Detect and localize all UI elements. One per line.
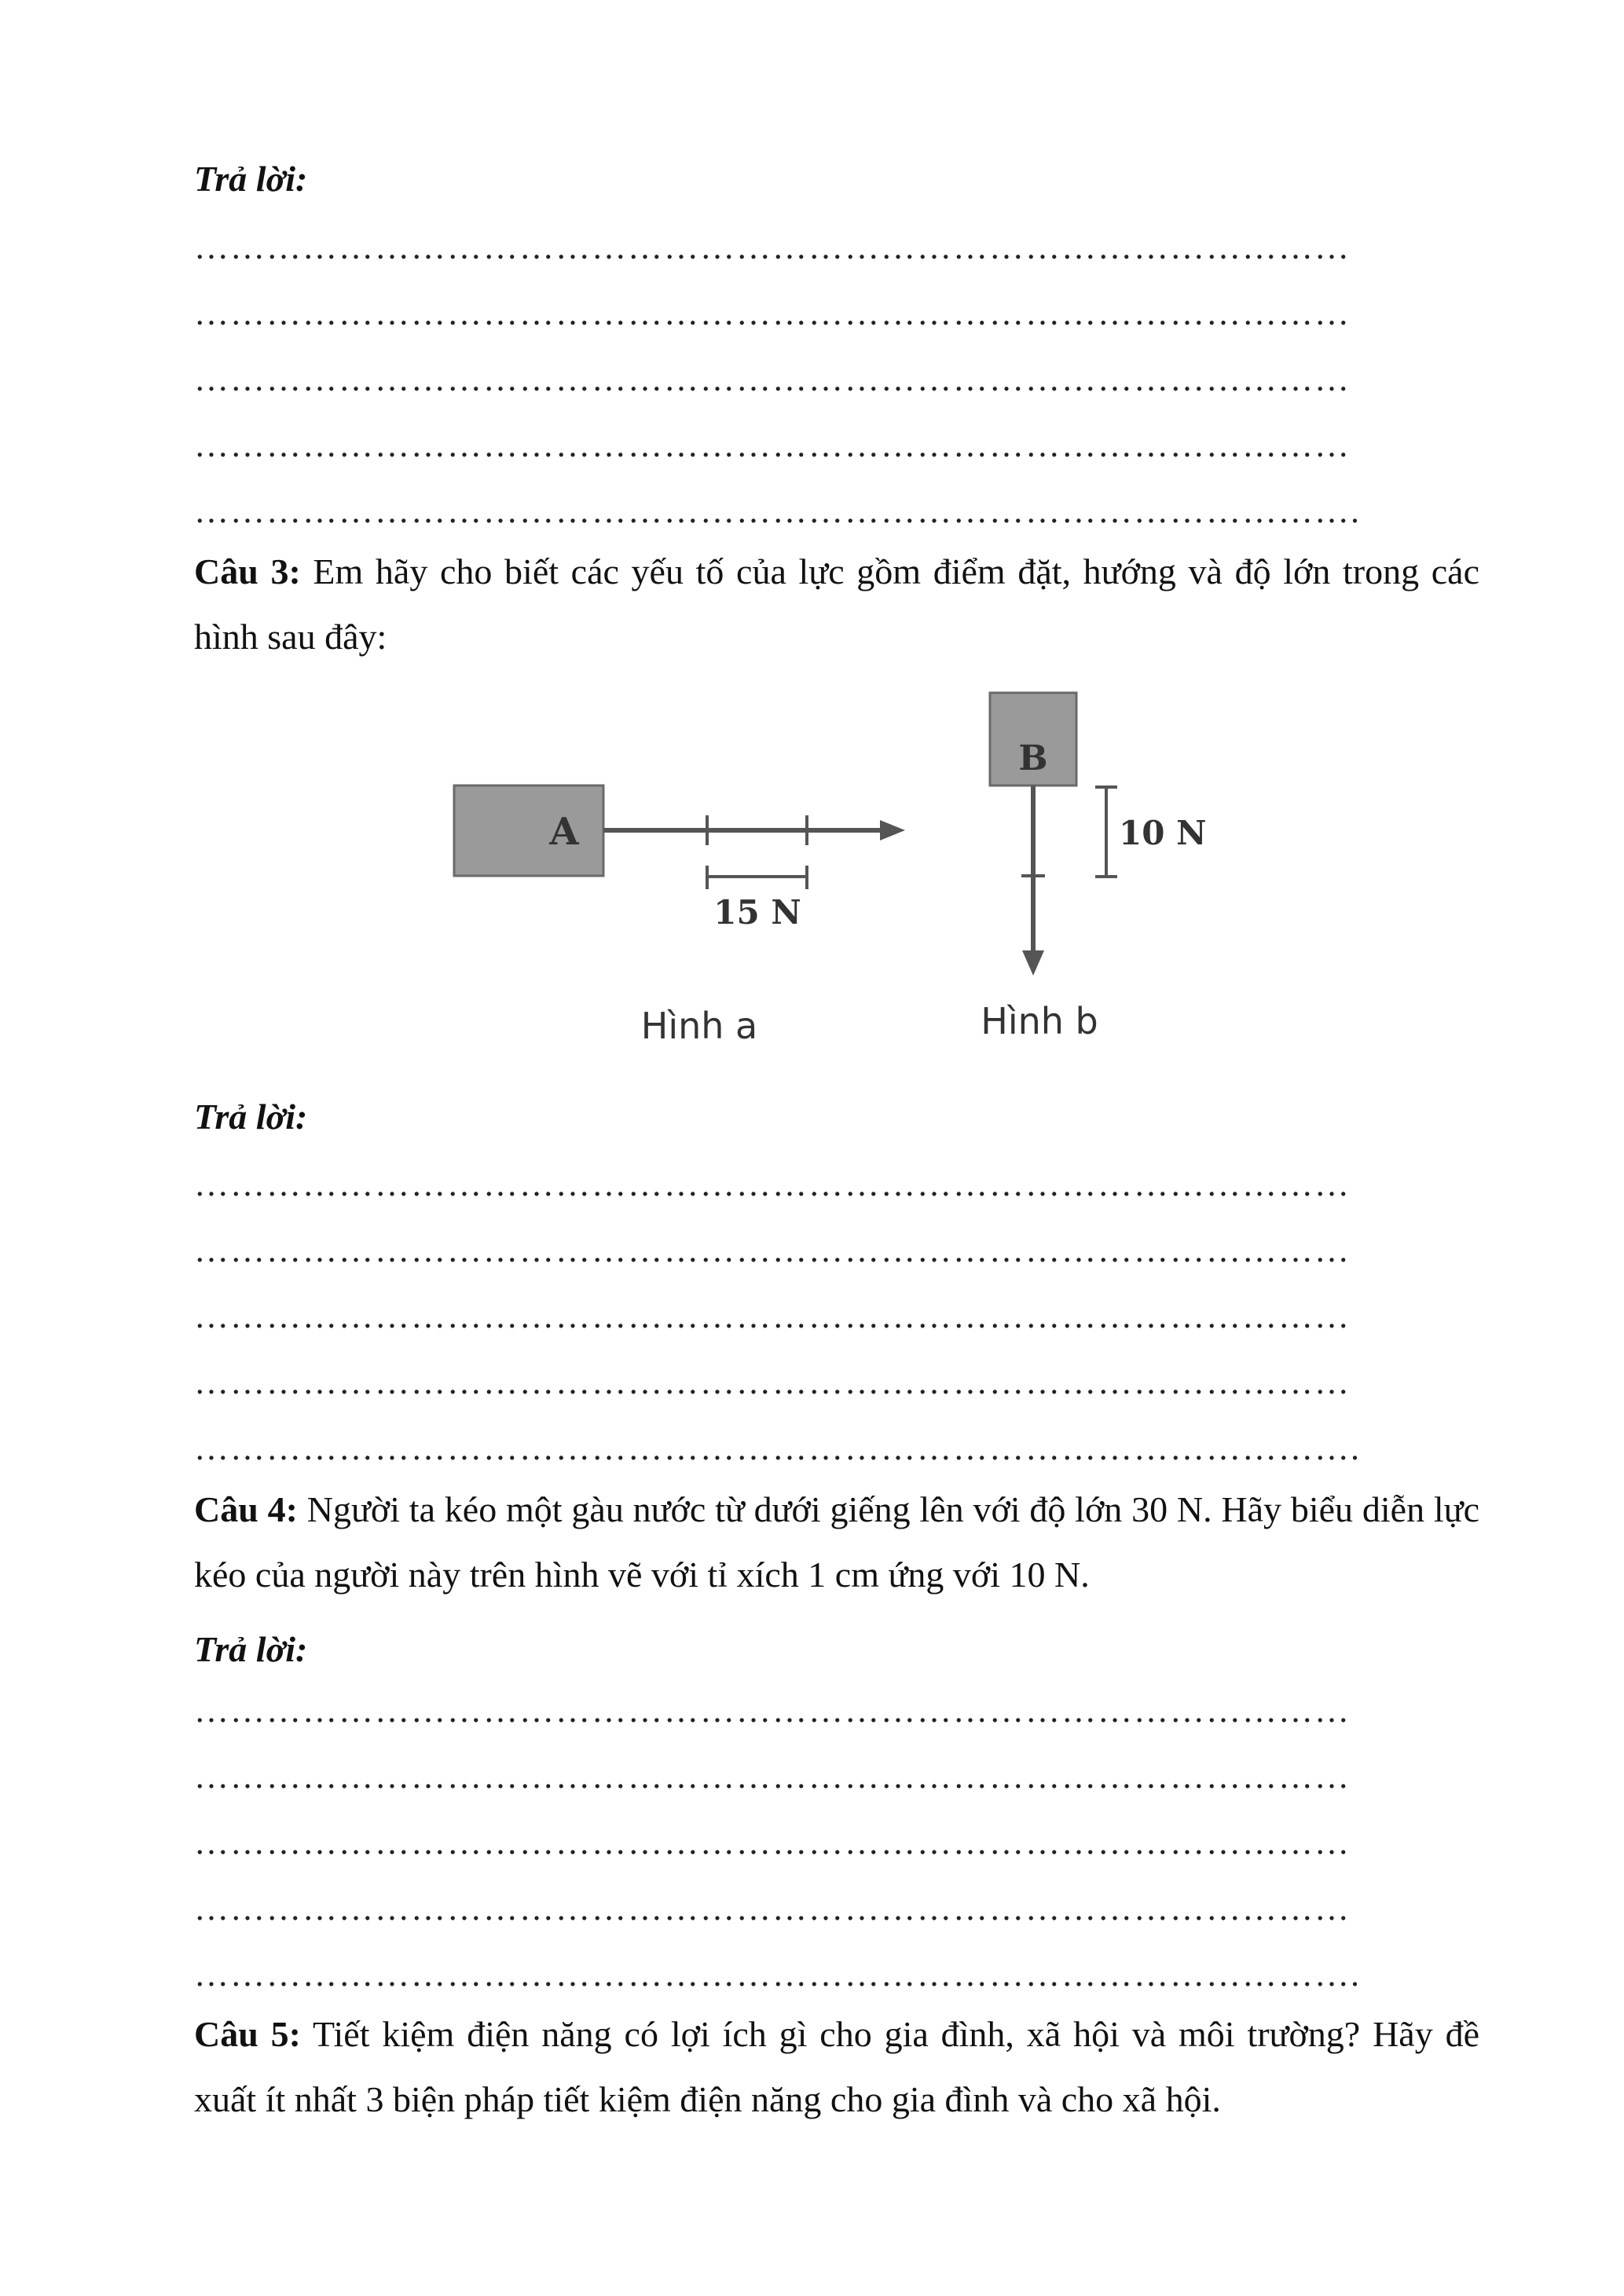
question-number: Câu 3:	[194, 551, 301, 591]
caption-b: Hình b	[981, 1000, 1098, 1042]
answer-line: …………………………………………………………………………………….	[194, 492, 1361, 530]
caption-a: Hình a	[640, 1005, 758, 1047]
box-a	[454, 785, 603, 876]
question-number: Câu 5:	[194, 2014, 301, 2054]
question-3	[194, 539, 1479, 669]
answer-line: ……………………………………………………………………………………	[194, 1823, 1351, 1862]
answer-line: ……………………………………………………………………………………	[194, 360, 1351, 398]
answer-line: ……………………………………………………………………………………	[194, 1165, 1351, 1203]
scale-a-label: 15 N	[713, 893, 801, 932]
answer-line: ……………………………………………………………………………………	[194, 1757, 1351, 1796]
answer-line: ……………………………………………………………………………………	[194, 1691, 1351, 1730]
answer-label: Trả lời:	[194, 1629, 308, 1669]
answer-line: ……………………………………………………………………………………	[194, 426, 1351, 464]
question-4	[194, 1477, 1479, 1607]
answer-line: ……………………………………………………………………………………	[194, 1363, 1351, 1401]
answer-line: ……………………………………………………………………………………	[194, 1889, 1351, 1928]
question-text: Người ta kéo một gàu nước từ dưới giếng lên với độ lớn 30 N. Hãy biểu diễn lực kéo của người này trên hình vẽ với tỉ xích 1 cm ứng với 10 N.	[194, 1489, 1479, 1595]
box-a-label: A	[549, 810, 579, 854]
scale-b-label: 10 N	[1119, 814, 1207, 852]
answer-line: ……………………………………………………………………………………	[194, 294, 1351, 332]
box-b-label: B	[1018, 738, 1048, 778]
arrowhead-a	[880, 820, 905, 840]
question-5	[194, 2001, 1479, 2132]
answer-line: ……………………………………………………………………………………	[194, 228, 1351, 266]
answer-line: …………………………………………………………………………………….	[194, 1955, 1361, 1994]
answer-label: Trả lời:	[194, 1097, 308, 1137]
answer-line: ……………………………………………………………………………………	[194, 1231, 1351, 1269]
question-text: Em hãy cho biết các yếu tố của lực gồm điểm đặt, hướng và độ lớn trong các hình sau đây:	[194, 551, 1479, 657]
answer-line: ……………………………………………………………………………………	[194, 1297, 1351, 1335]
question-number: Câu 4:	[194, 1489, 298, 1529]
arrowhead-b	[1022, 950, 1044, 976]
answer-line: …………………………………………………………………………………….	[194, 1429, 1361, 1467]
force-diagram	[424, 683, 1234, 1076]
question-text: Tiết kiệm điện năng có lợi ích gì cho gia đình, xã hội và môi trường? Hãy đề xuất ít nhất 3 biện pháp tiết kiệm điện năng cho gia đình và cho xã hội.	[194, 2014, 1479, 2119]
answer-label: Trả lời:	[194, 159, 308, 199]
